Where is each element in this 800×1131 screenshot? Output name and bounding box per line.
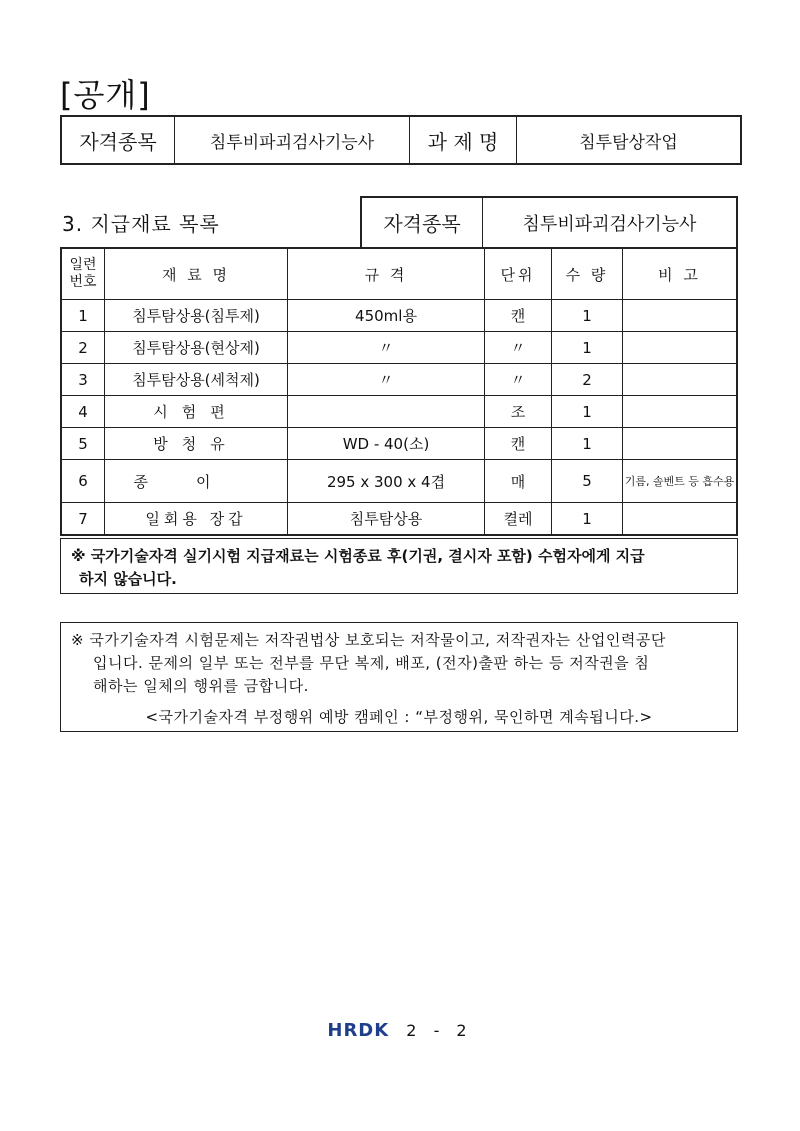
cell-name: 침투탐상용(현상제) (105, 332, 288, 364)
cell-unit: 캔 (485, 300, 552, 332)
cell-note: 기름, 솔벤트 등 흡수용 (623, 460, 738, 503)
cell-qty: 1 (552, 396, 623, 428)
cell-name: 시험편 (105, 396, 288, 428)
cell-spec: 〃 (288, 332, 485, 364)
cell-name: 침투탐상용(침투제) (105, 300, 288, 332)
cell-spec: WD - 40(소) (288, 428, 485, 460)
table-row (61, 503, 737, 536)
cell-note (623, 332, 738, 364)
cell-qty: 1 (552, 332, 623, 364)
col-header-name: 재 료 명 (105, 248, 288, 300)
table-row (61, 396, 737, 428)
cell-qty: 2 (552, 364, 623, 396)
cell-note (623, 300, 738, 332)
material-notice (60, 538, 738, 594)
cell-unit: 캔 (485, 428, 552, 460)
table-row (61, 460, 737, 503)
campaign-text: <국가기술자격 부정행위 예방 캠페인 : “부정행위, 묵인하면 계속됩니다.> (145, 708, 653, 726)
cell-qty: 1 (552, 300, 623, 332)
task-label: 과 제 명 (410, 116, 517, 164)
cell-no: 3 (61, 364, 105, 396)
table-row (61, 300, 737, 332)
cell-spec: 〃 (288, 364, 485, 396)
col-header-qty: 수 량 (552, 248, 623, 300)
qualification-label: 자격종목 (61, 116, 175, 164)
col-header-unit: 단위 (485, 248, 552, 300)
cell-unit: 〃 (485, 364, 552, 396)
cell-name: 침투탐상용(세척제) (105, 364, 288, 396)
section-qualification-label: 자격종목 (361, 197, 483, 248)
qualification-header (60, 115, 742, 165)
cell-no: 1 (61, 300, 105, 332)
cell-unit: 〃 (485, 332, 552, 364)
cell-unit: 켤레 (485, 503, 552, 536)
col-header-no-label: 일련 번호 (69, 257, 97, 290)
cell-qty: 1 (552, 428, 623, 460)
section-qualification-header (360, 196, 738, 248)
cell-no: 7 (61, 503, 105, 536)
cell-name: 방청유 (105, 428, 288, 460)
cell-qty: 5 (552, 460, 623, 503)
hrdk-logo: HRDK (327, 1020, 390, 1041)
table-row (61, 428, 737, 460)
task-value: 침투탐상작업 (517, 116, 742, 164)
cell-note (623, 503, 738, 536)
copyright-notice (60, 622, 738, 732)
cell-spec: 295 x 300 x 4겹 (288, 460, 485, 503)
cell-no: 2 (61, 332, 105, 364)
col-header-spec: 규 격 (288, 248, 485, 300)
material-notice-line1: ※ 국가기술자격 실기시험 지급재료는 시험종료 후(기권, 결시자 포함) 수험자에게 지급 (71, 547, 645, 565)
copyright-notice-line2: 입니다. 문제의 일부 또는 전부를 무단 복제, 배포, (전자)출판 하는 등 저작권을 침 (93, 654, 650, 672)
cell-name: 일회용 장갑 (105, 503, 288, 536)
cell-no: 5 (61, 428, 105, 460)
copyright-notice-line3: 해하는 일체의 행위를 금합니다. (93, 677, 309, 695)
table-row (61, 332, 737, 364)
page-footer (0, 1020, 800, 1041)
cell-unit: 조 (485, 396, 552, 428)
col-header-no (61, 248, 105, 300)
page-title: [공개] (60, 76, 151, 114)
cell-note (623, 428, 738, 460)
col-header-note: 비 고 (623, 248, 738, 300)
qualification-value: 침투비파괴검사기능사 (175, 116, 410, 164)
cell-no: 4 (61, 396, 105, 428)
cell-spec: 450ml용 (288, 300, 485, 332)
cell-spec: 침투탐상용 (288, 503, 485, 536)
cell-qty: 1 (552, 503, 623, 536)
section-qualification-value: 침투비파괴검사기능사 (483, 197, 738, 248)
section-title: 3. 지급재료 목록 (62, 212, 220, 236)
cell-unit: 매 (485, 460, 552, 503)
page-number: 2 - 2 (406, 1021, 473, 1040)
cell-no: 6 (61, 460, 105, 503)
cell-name: 종이 (105, 460, 288, 503)
copyright-notice-line1: ※ 국가기술자격 시험문제는 저작권법상 보호되는 저작물이고, 저작권자는 산업인력공단 (71, 631, 666, 649)
table-row (61, 364, 737, 396)
cell-spec (288, 396, 485, 428)
material-notice-line2: 하지 않습니다. (79, 570, 177, 588)
cell-note (623, 364, 738, 396)
cell-note (623, 396, 738, 428)
materials-table (60, 247, 738, 536)
